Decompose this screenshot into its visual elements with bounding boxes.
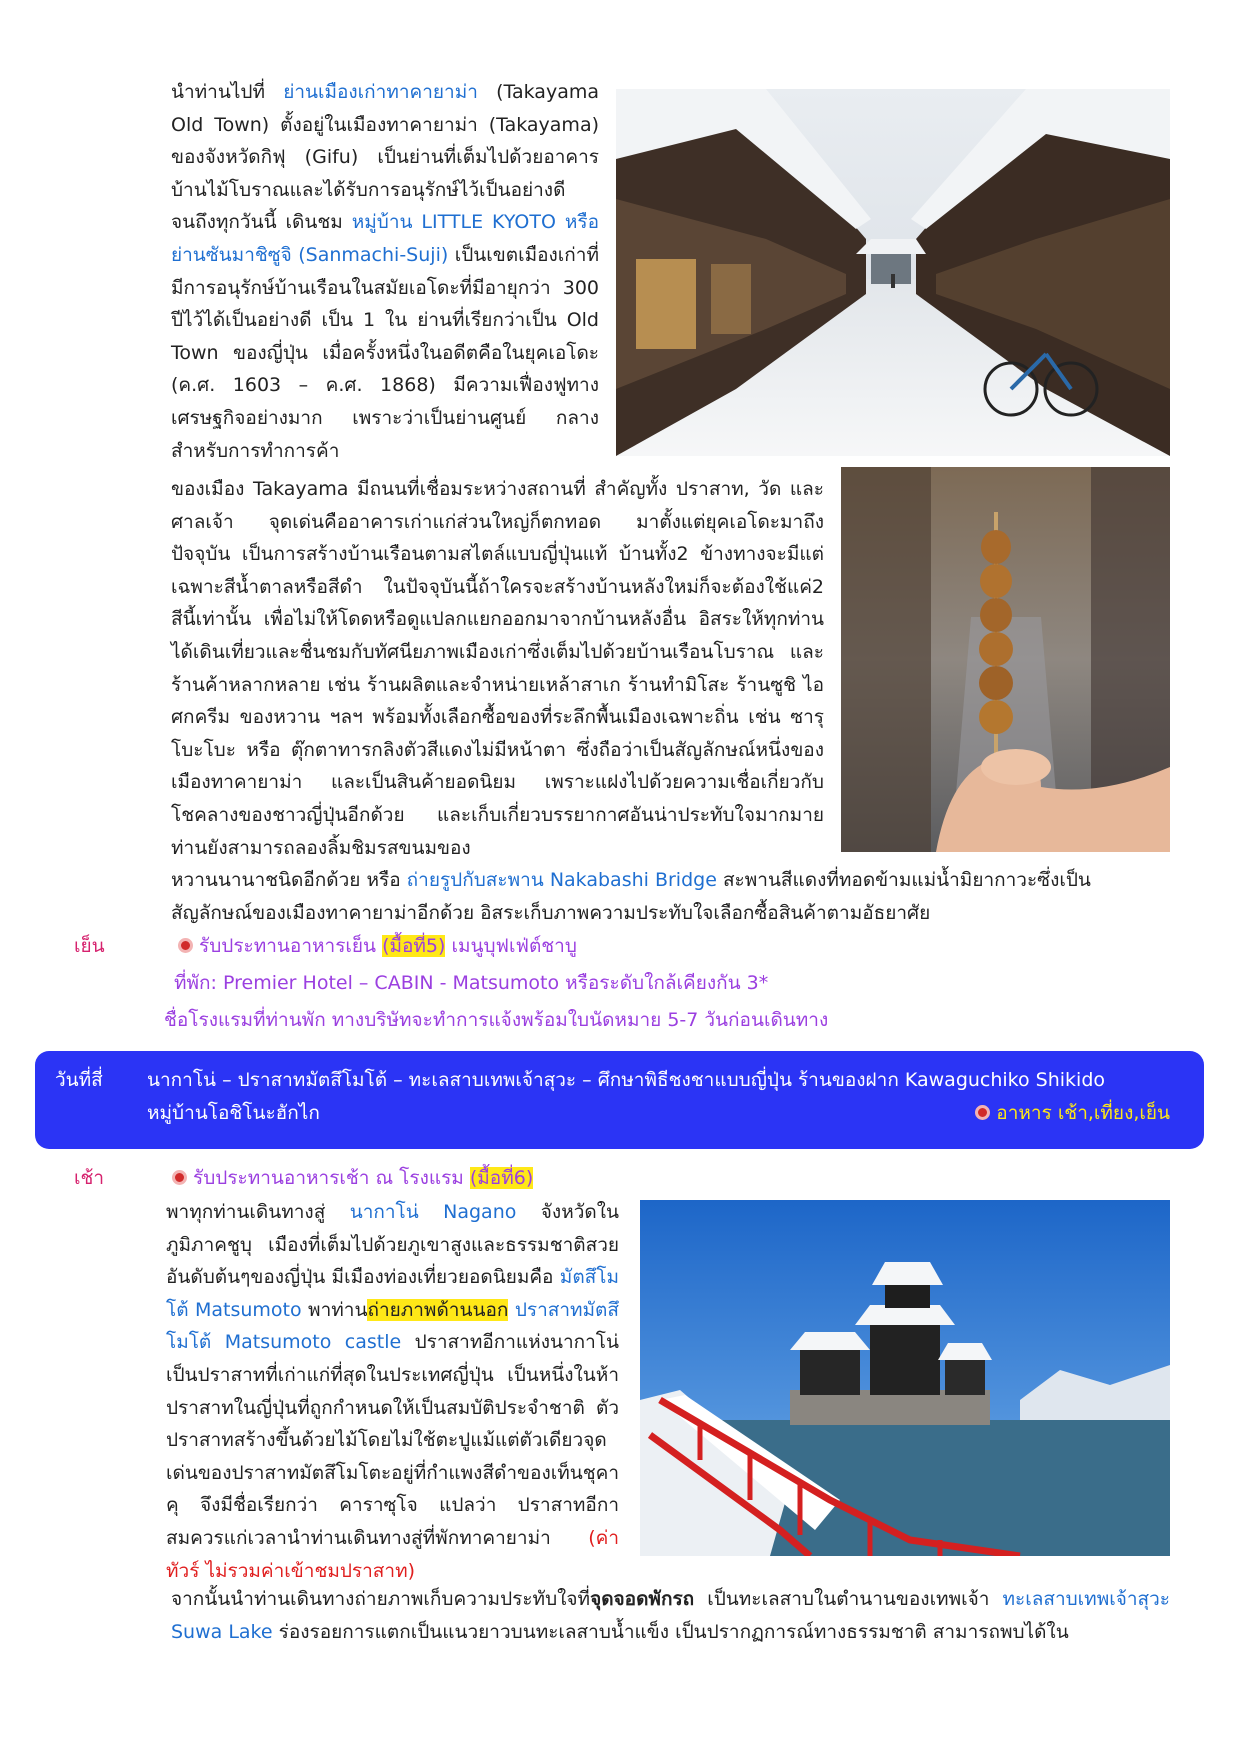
suwa-paragraph (171, 1583, 1170, 1648)
day-meals (975, 1097, 1170, 1130)
body-text: พาท่าน (301, 1298, 368, 1321)
day-meals-text: อาหาร เช้า,เที่ยง,เย็น (996, 1102, 1170, 1124)
hotel-note: ชื่อโรงแรมที่ท่านพัก ทางบริษัทจะทำการแจ้งพร้อมใบนัดหมาย 5-7 วันก่อนเดินทาง (164, 1009, 829, 1031)
morning-label: เช้า (74, 1167, 105, 1189)
nagano-link: นากาโน่ Nagano (349, 1201, 517, 1223)
body-text: ปราสาทอีกาแห่งนากาโน่ เป็นปราสาทที่เก่าแก่ที่สุดในประเทศญี่ปุ่น เป็นหนึ่งในห้าปราสาทในญี่ปุ่นที่ถูกกำหนดให้เป็นสมบัติประจำชาติ ตัวปราสาทสร้างขึ้นด้วยไม้โดยไม่ใช้ตะปูแม้แต่ตัวเดียวจุดเด่นของปราสาทมัตสึโมโตะอยู่ที่กำแพงสีดำของเท็นชุคาคุ จึงมีชื่อเรียกว่า คาราซุโจ แปลว่า ปราสาทอีกา สมควรแก่เวลานำท่านเดินทางสู่ที่พักทาคายาม่า (166, 1331, 620, 1549)
intro-paragraph-middle (171, 473, 824, 864)
matsumoto-castle-photo (640, 1200, 1170, 1556)
dish-icon (975, 1105, 990, 1120)
matsumoto-link: มัตสึโมโต้ Matsumoto (166, 1266, 619, 1321)
intro-text: นำท่านไปที่ (171, 81, 284, 103)
fee-note: (ค่าทัวร์ ไม่รวมค่าเข้าชมปราสาท) (166, 1526, 619, 1582)
takayama-old-town-link: ย่านเมืองเก่าทาคายาม่า (283, 81, 478, 103)
dinner-label: เย็น (74, 935, 105, 957)
dango-skewer-photo (841, 467, 1170, 852)
rest-stop-text: จุดจอดพักรถ (590, 1588, 695, 1610)
suwa-lake-link: ทะเลสาบเทพเจ้าสุวะ Suwa Lake (171, 1588, 1170, 1643)
dinner-menu-text: เมนูบุฟเฟ่ต์ชาบู (445, 935, 577, 957)
intro-text: หวานนานาชนิดอีกด้วย หรือ (171, 869, 407, 891)
meal-number-tag: (มื้อที่5) (382, 935, 446, 957)
matsumoto-paragraph (166, 1196, 619, 1587)
body-text: พาทุกท่านเดินทางสู่ (166, 1201, 350, 1223)
intro-paragraph-bottom (171, 864, 1170, 929)
body-text: จังหวัดในภูมิภาคชูบุ เมืองที่เต็มไปด้วยภูเขาสูงและธรรมชาติสวยอันดับต้นๆของญี่ปุ่น มีเมืองท่องเที่ยวยอดนิยมคือ (166, 1201, 619, 1289)
little-kyoto-link: หมู่บ้าน LITTLE KYOTO หรือย่านซันมาชิซูจิ (Sanmachi-Suji) (171, 211, 599, 266)
meal-number-tag: (มื้อที่6) (469, 1167, 534, 1189)
body-text: ร่องรอยการแตกเป็นแนวยาวบนทะเลสาบน้ำแข็ง เป็นปรากฏการณ์ทางธรรมชาติ สามารถพบได้ใน (272, 1620, 1069, 1643)
intro-text: (Takayama Old Town) ตั้งอยู่ในเมืองทาคายาม่า (Takayama) ของจังหวัดกิฟุ (Gifu) เป็นย่านที่เต็มไปด้วยอาคารบ้านไม้โบราณและได้รับการอนุรักษ์ไว้เป็นอย่างดีจนถึงทุกวันนี้ เดินชม (171, 81, 599, 234)
intro-text: ของเมือง Takayama มีถนนที่เชื่อมระหว่างสถานที่ สำคัญทั้ง ปราสาท, วัด และศาลเจ้า จุดเด่นคืออาคารเก่าแก่ส่วนใหญ่ก็ตกทอด มาตั้งแต่ยุคเอโดะมาถึงปัจจุบัน เป็นการสร้างบ้านเรือนตามสไตล์แบบญี่ปุ่นแท้ บ้านทั้ง2 ข้างทางจะมีแต่เฉพาะสีน้ำตาลหรือสีดำ ในปัจจุบันนี้ถ้าใครจะสร้างบ้านหลังใหม่ก็จะต้องใช้แค่2 สีนี้เท่านั้น เพื่อไม่ให้โดดหรือดูแปลกแยกออกมาจากบ้านหลังอื่น อิสระให้ทุกท่านได้เดินเที่ยวและชื่นชมกับทัศนียภาพเมืองเก่าซึ่งเต็มไปด้วยบ้านเรือนโบราณ และร้านค้าหลากหลาย เช่น ร้านผลิตและจำหน่ายเหล้าสาเก ร้านทำมิโสะ ร้านซูชิ ไอศกครีม ของหวาน ฯลฯ พร้อมทั้งเลือกซื้อของที่ระลึกพื้นเมืองเฉพาะถิ่น เช่น ซารุโบะโบะ หรือ ตุ๊กตาทารกลิงตัวสีแดงไม่มีหน้าตา ซึ่งถือว่าเป็นสัญลักษณ์หนึ่งของเมืองทาคายาม่า และเป็นสินค้ายอดนิยม เพราะแฝงไปด้วยความเชื่อเกี่ยวกับโชคลางของชาวญี่ปุ่นอีกด้วย และเก็บเกี่ยวบรรยากาศอันน่าประทับใจมากมาย ท่านยังสามารถลองลิ้มชิมรสขนมของ (171, 478, 824, 859)
dinner-meal-text: รับประทานอาหารเย็น (199, 935, 383, 957)
morning-meal-text: รับประทานอาหารเช้า ณ โรงแรม (193, 1167, 470, 1189)
nakabashi-bridge-link: ถ่ายรูปกับสะพาน Nakabashi Bridge (406, 869, 717, 891)
intro-text: เป็นเขตเมืองเก่าที่มีการอนุรักษ์บ้านเรือนในสมัยเอโดะที่มีอายุกว่า 300 ปีไว้ได้เป็นอย่างดี เป็น 1 ใน ย่านที่เรียกว่าเป็น Old Town ของญี่ปุ่น เมื่อครั้งหนึ่งในอดีตคือในยุคเอโดะ (ค.ศ. 1603 – ค.ศ. 1868) มีความเฟื่องฟูทางเศรษฐกิจอย่างมาก เพราะว่าเป็นย่านศูนย์ กลางสำหรับการทำการค้า (171, 243, 599, 462)
day-route-line2: หมู่บ้านโอชิโนะฮักไก (147, 1102, 320, 1124)
intro-text: สะพานสีแดงที่ทอดข้ามแม่น้ำมิยากาวะซึ่งเป็นสัญลักษณ์ของเมืองทาคายาม่าอีกด้วย อิสระเก็บภาพความประทับใจเลือกซื้อสินค้าตามอัธยาศัย (171, 869, 1091, 924)
day-route-line1: นากาโน่ – ปราสาทมัตสึโมโต้ – ทะเลสาบเทพเจ้าสุวะ – ศึกษาพิธีชงชาแบบญี่ปุ่น ร้านของฝาก Kawaguchiko Shikido (147, 1069, 1106, 1091)
highlight-outside-photo: ถ่ายภาพด้านนอก (367, 1298, 509, 1321)
dish-icon (172, 1170, 187, 1185)
day-banner (35, 1051, 1204, 1149)
day-label: วันที่สี่ (55, 1069, 103, 1091)
dinner-meal-line (178, 930, 577, 963)
body-text: จากนั้นนำท่านเดินทางถ่ายภาพเก็บความประทับใจที่ (171, 1588, 591, 1610)
body-text: เป็นทะเลสาบในตำนานของเทพเจ้า (694, 1588, 1003, 1610)
hotel-line: ที่พัก: Premier Hotel – CABIN - Matsumoto หรือระดับใกล้เคียงกัน 3* (174, 972, 769, 994)
takayama-old-street-photo (616, 89, 1170, 456)
morning-meal-line (172, 1162, 533, 1195)
matsumoto-castle-link: ปราสาทมัตสึโมโต้ Matsumoto castle (166, 1298, 619, 1354)
intro-paragraph-left (171, 76, 599, 467)
dish-icon (178, 938, 193, 953)
